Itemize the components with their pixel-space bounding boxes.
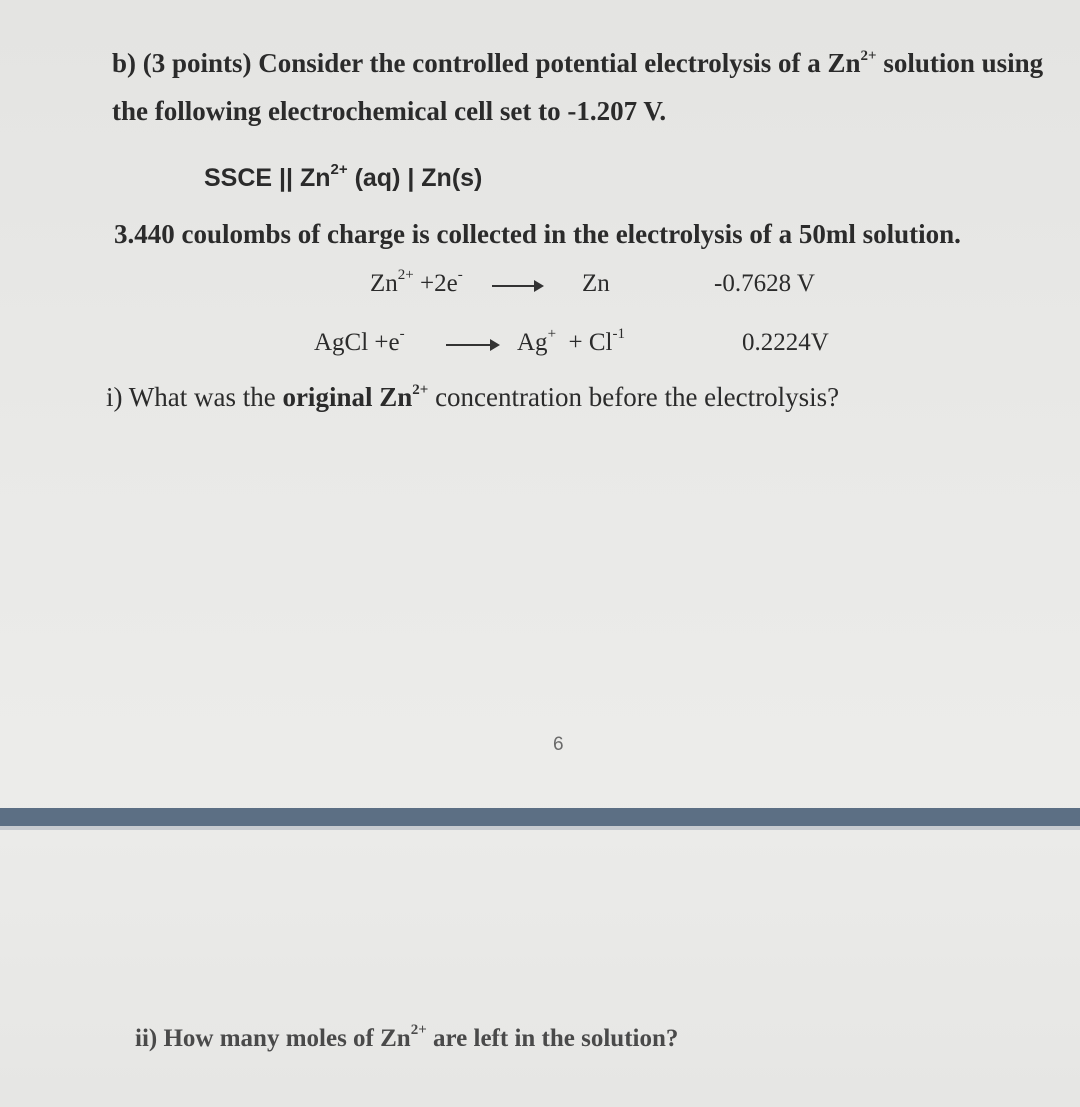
question-b-line1: b) (3 points) Consider the controlled potential electrolysis of a $Zn^{2+}$ solution using [112,48,1044,78]
reaction2-potential: 0.2224V [742,329,829,356]
page-divider [0,808,1080,826]
question-ii: ii) How many moles of $Zn^{2+}$ are left in the solution? [135,1022,679,1052]
reaction2-arrow [446,344,498,346]
page-divider-shadow [0,826,1080,830]
question-b-label: b) (3 points) [112,48,252,78]
page-number: 6 [553,734,564,755]
reaction1-product: Zn [582,270,610,297]
reaction1-potential: -0.7628 V [714,270,815,297]
charge-statement: 3.440 coulombs of charge is collected in the electrolysis of a 50ml solution. [114,219,961,249]
cell-notation: SSCE || $Zn^{2+}$ (aq) | Zn(s) [204,161,483,192]
reaction1-reactants: $Zn^{2+} +2e^-$ [370,267,463,297]
reaction1-arrow [492,285,542,287]
reaction2-reactants: AgCl +e- [314,326,405,356]
question-i: i) What was the original $Zn^{2+}$ concentration before the electrolysis? [106,382,840,412]
question-b-line2: the following electrochemical cell set to -1.207 V. [112,96,667,126]
reaction2-products: $Ag^+ + Cl^{-1}$ [517,326,626,356]
